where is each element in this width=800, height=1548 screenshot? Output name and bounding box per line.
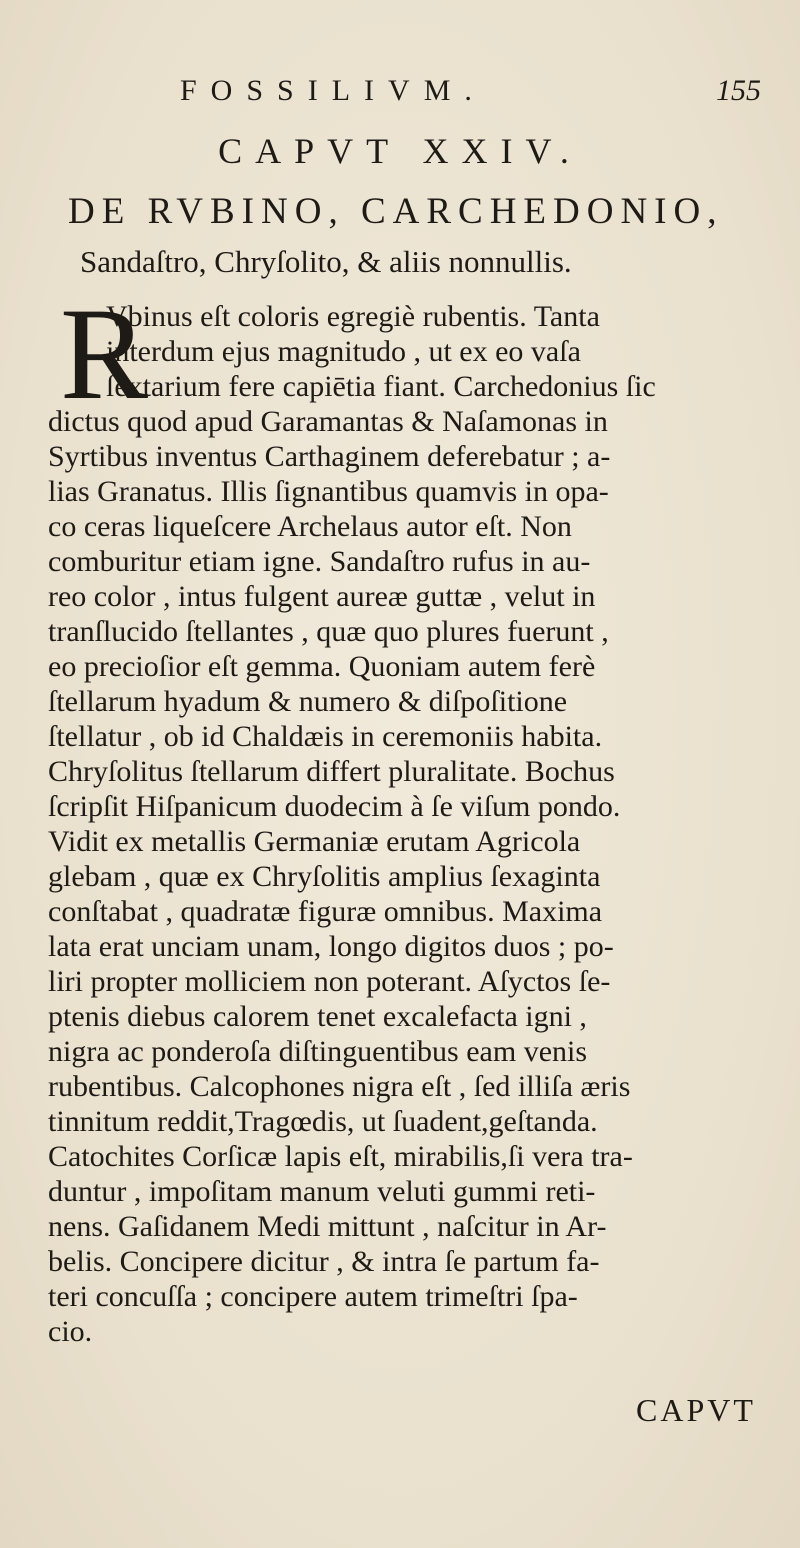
text-line: tinnitum reddit,Tragœdis, ut ſuadent,geſtanda. — [48, 1105, 598, 1138]
text-line: ptenis diebus calorem tenet excalefacta igni , — [48, 1000, 587, 1033]
text-line: comburitur etiam igne. Sandaſtro rufus in au- — [48, 545, 591, 578]
chapter-title: CAPVT XXIV. — [218, 131, 582, 171]
text-line: teri concuſſa ; concipere autem trimeſtri ſpa- — [48, 1280, 578, 1313]
running-title: FOSSILIVM. — [180, 74, 486, 107]
text-line: Syrtibus inventus Carthaginem deferebatur ; a- — [48, 440, 611, 473]
text-line: eo precioſior eſt gemma. Quoniam autem ferè — [48, 650, 596, 683]
text-line: ſtellatur , ob id Chaldæis in ceremoniis habita. — [48, 720, 603, 753]
text-line: ſextarium fere capiētia fiant. Carchedonius ſic — [106, 370, 656, 403]
text-line: dictus quod apud Garamantas & Naſamonas in — [48, 405, 608, 438]
text-line: ſcripſit Hiſpanicum duodecim à ſe viſum pondo. — [48, 790, 621, 823]
text-line: conſtabat , quadratæ figuræ omnibus. Maxima — [48, 895, 603, 928]
text-line: Catochites Corſicæ lapis eſt, mirabilis,ſi vera tra- — [48, 1140, 633, 1173]
text-line: tranſlucido ſtellantes , quæ quo plures fuerunt , — [48, 615, 609, 648]
text-line: interdum ejus magnitudo , ut ex eo vaſa — [106, 335, 581, 368]
text-line: ſtellarum hyadum & numero & diſpoſitione — [48, 685, 568, 718]
catch-word: CAPVT — [636, 1392, 756, 1428]
text-line: liri propter molliciem non poterant. Aſyctos ſe- — [48, 965, 611, 998]
text-line: cio. — [48, 1315, 93, 1348]
text-line: glebam , quæ ex Chryſolitis amplius ſexaginta — [48, 860, 601, 893]
text-line: lata erat unciam unam, longo digitos duos ; po- — [48, 930, 614, 963]
page-number: 155 — [716, 74, 761, 107]
drop-cap: R — [60, 280, 149, 427]
text-line: co ceras liqueſcere Archelaus autor eſt. Non — [48, 510, 572, 543]
text-line: nigra ac ponderoſa diſtinguentibus eam venis — [48, 1035, 588, 1068]
chapter-subject-line-2: Sandaſtro, Chryſolito, & aliis nonnullis. — [80, 244, 572, 279]
text-line: Vidit ex metallis Germaniæ erutam Agricola — [48, 825, 581, 858]
text-line: Chryſolitus ſtellarum differt pluralitate. Bochus — [48, 755, 615, 788]
text-line: nens. Gaſidanem Medi mittunt , naſcitur in Ar- — [48, 1210, 607, 1243]
text-line: rubentibus. Calcophones nigra eſt , ſed illiſa æris — [48, 1070, 631, 1103]
text-line: duntur , impoſitam manum veluti gummi reti- — [48, 1175, 596, 1208]
text-line: reo color , intus fulgent aureæ guttæ , velut in — [48, 580, 596, 613]
text-line: Vbinus eſt coloris egregiè rubentis. Tanta — [106, 300, 600, 333]
chapter-subject-line-1: DE RVBINO, CARCHEDONIO, — [68, 191, 724, 232]
text-line: lias Granatus. Illis ſignantibus quamvis in opa- — [48, 475, 609, 508]
running-head — [0, 70, 800, 110]
text-line: belis. Concipere dicitur , & intra ſe partum fa- — [48, 1245, 600, 1278]
